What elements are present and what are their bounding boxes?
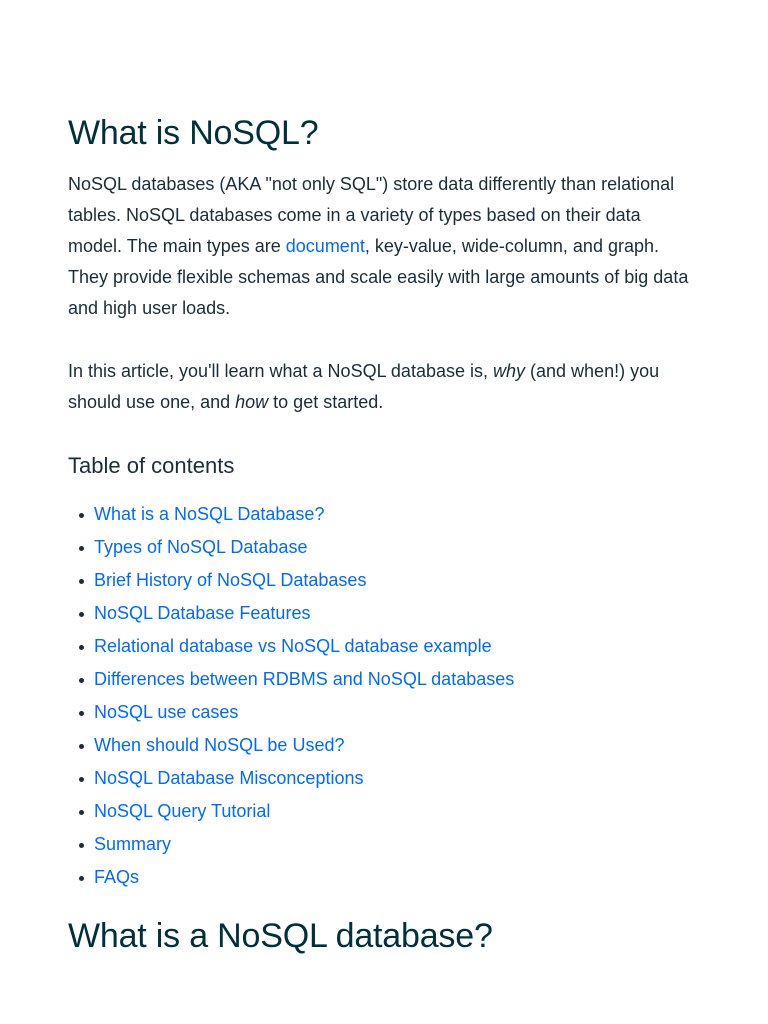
- toc-item: [68, 862, 514, 895]
- toc-link-features[interactable]: NoSQL Database Features: [94, 603, 311, 623]
- toc-link-faqs[interactable]: FAQs: [94, 867, 140, 887]
- toc-link-what-is-nosql-database[interactable]: What is a NoSQL Database?: [94, 504, 325, 524]
- lead-emphasis-how: how: [235, 392, 269, 412]
- document-link[interactable]: document: [285, 236, 365, 256]
- lead-text-1: In this article, you'll learn what a NoSQL database is,: [68, 361, 493, 381]
- toc-item: [68, 796, 514, 829]
- toc-item: [68, 499, 514, 532]
- toc-item: [68, 763, 514, 796]
- page-title: What is NoSQL?: [68, 114, 319, 152]
- intro-text-before: NoSQL databases (AKA "not only SQL") store data differently than relational tables. NoSQL databases come in a variety of types based on their data model. The main types are: [68, 174, 675, 256]
- toc-link-query-tutorial[interactable]: NoSQL Query Tutorial: [94, 801, 271, 821]
- toc-item: [68, 730, 514, 763]
- toc-item: [68, 565, 514, 598]
- toc-item: [68, 532, 514, 565]
- toc-link-differences[interactable]: Differences between RDBMS and NoSQL databases: [94, 669, 515, 689]
- toc-item: [68, 598, 514, 631]
- table-of-contents: [68, 499, 514, 895]
- toc-link-misconceptions[interactable]: NoSQL Database Misconceptions: [94, 768, 364, 788]
- section-title: What is a NoSQL database?: [68, 917, 493, 955]
- intro-paragraph: [68, 169, 698, 324]
- lead-text-2: (and when!) you should use one, and: [68, 361, 660, 412]
- toc-item: [68, 631, 514, 664]
- toc-link-types[interactable]: Types of NoSQL Database: [94, 537, 308, 557]
- toc-item: [68, 697, 514, 730]
- toc-item: [68, 664, 514, 697]
- toc-item: [68, 829, 514, 862]
- toc-link-when-to-use[interactable]: When should NoSQL be Used?: [94, 735, 345, 755]
- lead-emphasis-why: why: [493, 361, 526, 381]
- toc-link-relational-vs-nosql[interactable]: Relational database vs NoSQL database example: [94, 636, 492, 656]
- toc-link-history[interactable]: Brief History of NoSQL Databases: [94, 570, 367, 590]
- lead-paragraph: [68, 356, 708, 418]
- toc-heading: Table of contents: [68, 453, 235, 478]
- toc-link-summary[interactable]: Summary: [94, 834, 172, 854]
- toc-link-use-cases[interactable]: NoSQL use cases: [94, 702, 239, 722]
- lead-text-3: to get started.: [268, 392, 384, 412]
- intro-text-after: , key-value, wide-column, and graph. They provide flexible schemas and scale easily with large amounts of big data and high user loads.: [68, 236, 689, 318]
